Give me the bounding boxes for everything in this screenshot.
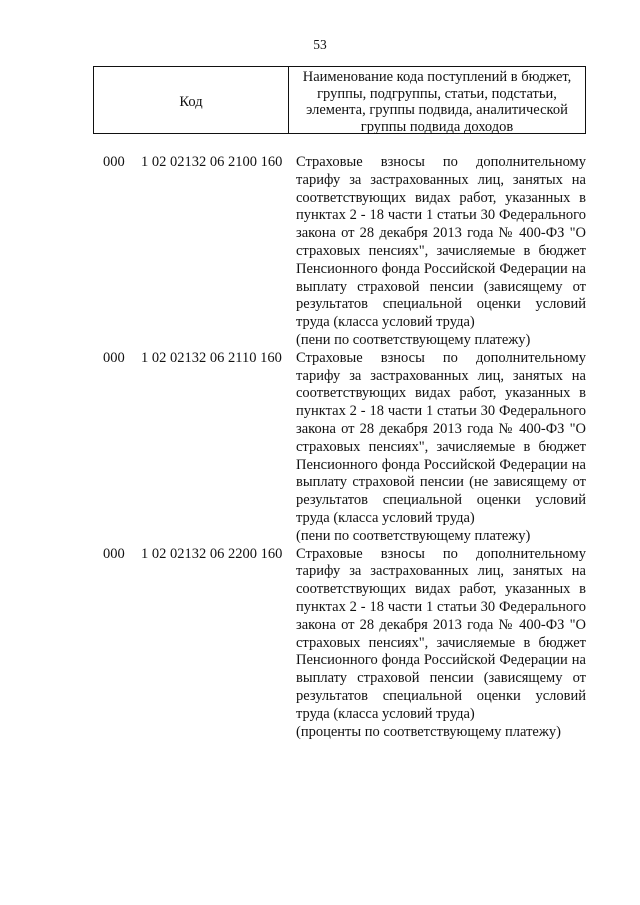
table-row xyxy=(0,350,640,546)
page-number: 53 xyxy=(313,37,327,52)
header-code-column: Код xyxy=(94,67,289,133)
table-row xyxy=(0,154,640,350)
table-header xyxy=(93,66,586,134)
header-name-column: Наименование кода поступлений в бюджет, группы, подгруппы, статьи, подстатьи, элемента, группы подвида, аналитической группы подвида доходов xyxy=(302,69,572,135)
table-body xyxy=(0,154,640,741)
table-row xyxy=(0,546,640,742)
admin-code: 000 xyxy=(103,349,125,366)
admin-code: 000 xyxy=(103,545,125,562)
admin-code: 000 xyxy=(103,154,125,170)
revenue-description: Страховые взносы по дополнительному тарифу за застрахованных лиц, занятых на соответствующих видах работ, указанных в пунктах 2 - 18 части 1 статьи 30 Федерального закона от 28 декабря 2013 года № 400-ФЗ "О страховых пенсиях", зачисляемые в бюджет Пенсионного фонда Российской Федерации на выплату страховой пенсии (зависящему от результатов специальной оценки условий труда (класса условий труда) (проценты по соответствующему платежу) xyxy=(296,545,586,740)
revenue-description: Страховые взносы по дополнительному тарифу за застрахованных лиц, занятых на соответствующих видах работ, указанных в пунктах 2 - 18 части 1 статьи 30 Федерального закона от 28 декабря 2013 года № 400-ФЗ "О страховых пенсиях", зачисляемые в бюджет Пенсионного фонда Российской Федерации на выплату страховой пенсии (зависящему от результатов специальной оценки условий труда (класса условий труда) (пени по соответствующему платежу) xyxy=(296,154,586,348)
revenue-description: Страховые взносы по дополнительному тарифу за застрахованных лиц, занятых на соответствующих видах работ, указанных в пунктах 2 - 18 части 1 статьи 30 Федерального закона от 28 декабря 2013 года № 400-ФЗ "О страховых пенсиях", зачисляемые в бюджет Пенсионного фонда Российской Федерации на выплату страховой пенсии (не зависящему от результатов специальной оценки условий труда (класса условий труда) (пени по соответствующему платежу) xyxy=(296,349,586,544)
revenue-code: 1 02 02132 06 2110 160 xyxy=(141,349,282,366)
revenue-code: 1 02 02132 06 2200 160 xyxy=(141,545,283,562)
revenue-code: 1 02 02132 06 2100 160 xyxy=(141,154,283,170)
